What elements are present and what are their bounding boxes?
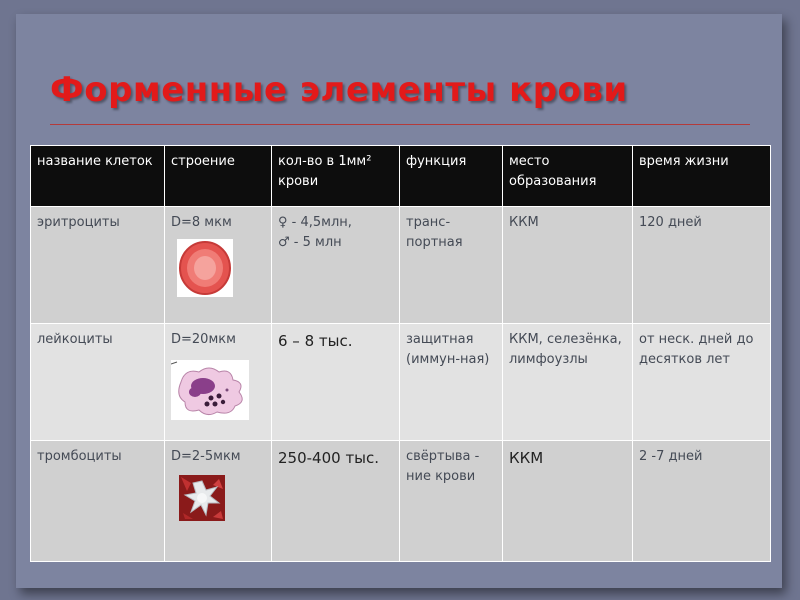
table-row: [31, 207, 771, 324]
cell-count: 6 – 8 тыс.: [272, 324, 400, 441]
cell-count: [272, 207, 400, 324]
cell-place: ККМ, селезёнка, лимфоузлы: [503, 324, 633, 441]
table-row: [31, 324, 771, 441]
table-row: [31, 441, 771, 562]
header-cell-structure: строение: [165, 146, 272, 207]
cell-function: транс-портная: [400, 207, 503, 324]
header-cell-place: место образования: [503, 146, 633, 207]
cell-place: ККМ: [503, 207, 633, 324]
header-cell-function: функция: [400, 146, 503, 207]
count-female: ♀ - 4,5млн,: [278, 215, 352, 230]
cell-structure-text: D=2-5мкм: [171, 449, 241, 464]
cell-name: эритроциты: [31, 207, 165, 324]
cell-structure: [165, 324, 272, 441]
page-title: Форменные элементы крови: [50, 70, 628, 110]
cell-structure-text: D=8 мкм: [171, 215, 232, 230]
header-cell-count: кол-во в 1мм² крови: [272, 146, 400, 207]
cell-function: защитная (иммун-ная): [400, 324, 503, 441]
cell-structure: [165, 441, 272, 562]
platelet-image: [179, 475, 225, 521]
erythrocyte-image: [177, 239, 233, 297]
cell-structure: [165, 207, 272, 324]
cell-life: 120 дней: [633, 207, 771, 324]
leukocyte-image: [171, 360, 249, 420]
title-underline: [50, 124, 750, 125]
cell-name: лейкоциты: [31, 324, 165, 441]
blood-cells-table: [30, 145, 771, 562]
count-male: ♂ - 5 млн: [278, 235, 342, 250]
cell-life: от неск. дней до десятков лет: [633, 324, 771, 441]
cell-name: тромбоциты: [31, 441, 165, 562]
cell-life: 2 -7 дней: [633, 441, 771, 562]
cell-function: свёртыва - ние крови: [400, 441, 503, 562]
cell-structure-text: D=20мкм: [171, 332, 236, 347]
cell-count: 250-400 тыс.: [272, 441, 400, 562]
header-cell-life: время жизни: [633, 146, 771, 207]
table-header-row: [31, 146, 771, 207]
header-cell-name: название клеток: [31, 146, 165, 207]
cell-place: ККМ: [503, 441, 633, 562]
